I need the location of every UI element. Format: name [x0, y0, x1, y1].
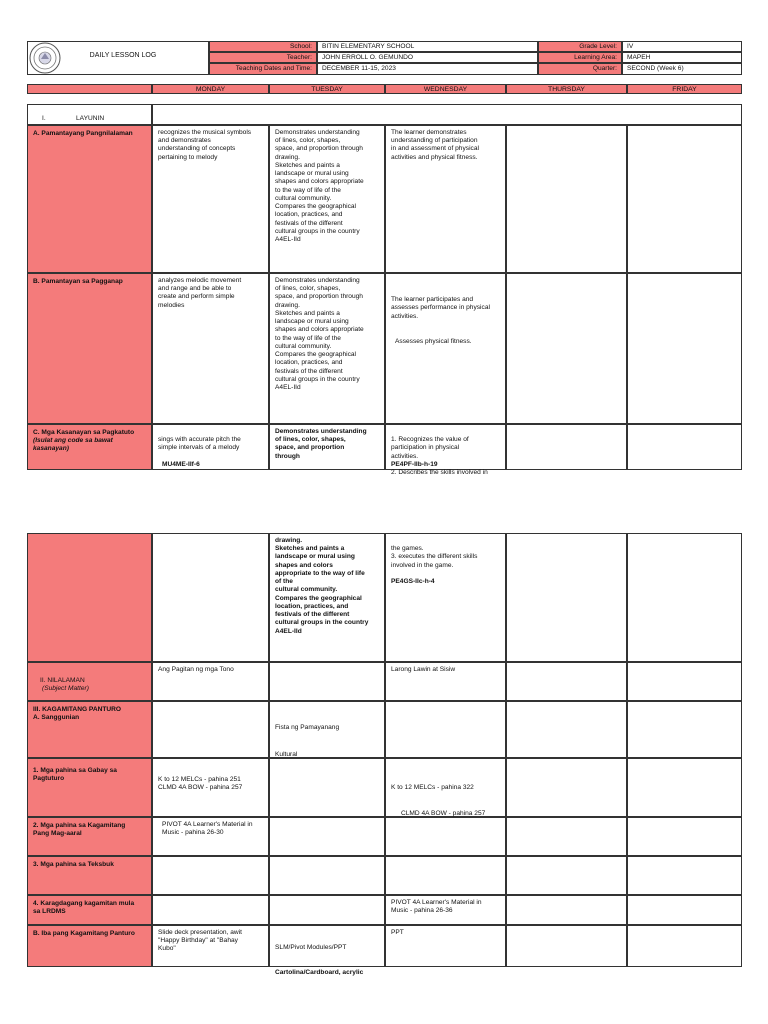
row-b-friday — [627, 273, 742, 424]
nilalaman-label-text: II. NILALAMAN — [40, 677, 85, 684]
gabay-thursday — [506, 758, 627, 817]
row-c-label-sub: (Isulat ang code sa bawat kasanayan) — [33, 437, 113, 453]
gabay-friday — [627, 758, 742, 817]
row-a-tuesday: Demonstrates understanding of lines, color, shapes, space, and proportion through drawing. Sketches and paints a landscape or mural using shapes and colors appropriate to the way of life of the cultural community. Compares the geographical location, practices, and festivals of the different cultural groups in the country A4EL-IId — [269, 125, 385, 273]
iba-tue-text1: SLM/Pivot Modules/PPT — [275, 944, 347, 952]
row-b-label: B. Pamantayan sa Pagganap — [27, 273, 152, 424]
row-c-tuesday: Demonstrates understanding of lines, color, shapes, space, and proportion through — [269, 424, 385, 470]
grade-value: IV — [622, 41, 742, 52]
row-a-wednesday: The learner demonstrates understanding of participation in and assessment of physical activities and physical fitness. — [385, 125, 506, 273]
cont-tuesday: drawing. Sketches and paints a landscape or mural using shapes and colors appropriate to the way of life of the cultural community. Compares the geographical location, practices, and festivals of the different cultural groups in the country A4EL-IId — [269, 533, 385, 662]
gabay-wed-text2: CLMD 4A BOW - pahina 257 — [401, 809, 486, 817]
teksbuk-tuesday — [269, 856, 385, 895]
kagamitan-tue-text2: Kultural — [275, 750, 298, 758]
row-a-thursday — [506, 125, 627, 273]
lrdms-thursday — [506, 895, 627, 925]
row-b-monday: analyzes melodic movement and range and be able to create and perform simple melodies — [152, 273, 269, 424]
teacher-value: JOHN ERROLL O. GEMUNDO — [317, 52, 538, 63]
learner-friday — [627, 817, 742, 856]
teksbuk-label: 3. Mga pahina sa Teksbuk — [27, 856, 152, 895]
lrdms-tuesday — [269, 895, 385, 925]
nilalaman-thursday — [506, 662, 627, 701]
row-c-wed-text: 1. Recognizes the value of participation in physical activities. — [391, 436, 469, 460]
deped-seal — [29, 42, 61, 74]
nilalaman-monday: Ang Pagitan ng mga Tono — [152, 662, 269, 701]
day-friday: FRIDAY — [627, 84, 742, 94]
day-tuesday: TUESDAY — [269, 84, 385, 94]
iba-thursday — [506, 925, 627, 967]
row-b-wednesday — [385, 273, 506, 424]
kagamitan-tuesday — [269, 701, 385, 758]
row-c-monday — [152, 424, 269, 470]
kagamitan-tue-text1: Fista ng Pamayanang — [275, 724, 340, 732]
learner-wednesday — [385, 817, 506, 856]
kagamitan-label-sub: A. Sanggunian — [33, 714, 80, 722]
kagamitan-friday — [627, 701, 742, 758]
learner-tuesday — [269, 817, 385, 856]
gabay-wed-text1: K to 12 MELCs - pahina 322 — [391, 784, 474, 792]
school-label: School: — [209, 41, 317, 52]
iba-friday — [627, 925, 742, 967]
layunin-span-cell — [152, 104, 742, 125]
kagamitan-wednesday — [385, 701, 506, 758]
nilalaman-label — [27, 662, 152, 701]
cont-wed-code: PE4GS-IIc-h-4 — [391, 578, 435, 586]
row-c-mon-text: sings with accurate pitch the simple intervals of a melody — [158, 436, 241, 452]
nilalaman-friday — [627, 662, 742, 701]
cont-thursday — [506, 533, 627, 662]
gabay-wednesday — [385, 758, 506, 817]
row-c-mon-code: MU4ME-IIf-6 — [162, 460, 200, 468]
row-b-wed-text2: Assesses physical fitness. — [395, 338, 472, 346]
row-c-wednesday — [385, 424, 506, 477]
area-label: Learning Area: — [538, 52, 622, 63]
dll-title: DAILY LESSON LOG — [89, 52, 157, 59]
gabay-monday: K to 12 MELCs - pahina 251 CLMD 4A BOW - pahina 257 — [152, 758, 269, 817]
cont-wednesday — [385, 533, 506, 662]
iba-label: B. Iba pang Kagamitang Panturo — [27, 925, 152, 967]
cont-friday — [627, 533, 742, 662]
learner-monday: PIVOT 4A Learner's Material in Music - pahina 26-30 — [152, 817, 269, 856]
kagamitan-monday — [152, 701, 269, 758]
iba-wednesday: PPT — [385, 925, 506, 967]
row-b-thursday — [506, 273, 627, 424]
area-value: MAPEH — [622, 52, 742, 63]
nilalaman-wednesday: Larong Lawin at Sisiw — [385, 662, 506, 701]
row-a-monday: recognizes the musical symbols and demonstrates understanding of concepts pertaining to melody — [152, 125, 269, 273]
nilalaman-label-sub: (Subject Matter) — [42, 685, 89, 693]
row-c-wed-code: PE4PF-IIb-h-19 — [391, 460, 438, 468]
lrdms-wednesday: PIVOT 4A Learner's Material in Music - pahina 26-36 — [385, 895, 506, 925]
kagamitan-label — [27, 701, 152, 758]
quarter-label: Quarter: — [538, 63, 622, 75]
learner-thursday — [506, 817, 627, 856]
lrdms-label: 4. Karagdagang kagamitan mula sa LRDMS — [27, 895, 152, 925]
row-c-friday — [627, 424, 742, 470]
row-c-thursday — [506, 424, 627, 470]
row-b-tuesday: Demonstrates understanding of lines, color, shapes, space, and proportion through drawing. Sketches and paints a landscape or mural using shapes and colors appropriate to the way of life of the cultural community. Compares the geographical location, practices, and festivals of the different cultural groups in the country A4EL-IId — [269, 273, 385, 424]
row-a-label: A. Pamantayang Pangnilalaman — [27, 125, 152, 273]
teksbuk-thursday — [506, 856, 627, 895]
layunin-label: LAYUNIN — [76, 115, 105, 122]
dates-value: DECEMBER 11-15, 2023 — [317, 63, 538, 75]
row-c-wed-text2: 2. Describes the skills involved in — [391, 469, 488, 477]
day-wednesday: WEDNESDAY — [385, 84, 506, 94]
teksbuk-friday — [627, 856, 742, 895]
day-header-blank — [27, 84, 152, 94]
teksbuk-wednesday — [385, 856, 506, 895]
cont-monday — [152, 533, 269, 662]
teksbuk-monday — [152, 856, 269, 895]
layunin-num: I. — [42, 115, 46, 122]
day-thursday: THURSDAY — [506, 84, 627, 94]
lrdms-friday — [627, 895, 742, 925]
row-c-label-text: C. Mga Kasanayan sa Pagkatuto — [33, 429, 135, 436]
iba-monday: Slide deck presentation, awit "Happy Birthday" at "Bahay Kubo" — [152, 925, 269, 967]
gabay-tuesday — [269, 758, 385, 817]
row-a-friday — [627, 125, 742, 273]
kagamitan-thursday — [506, 701, 627, 758]
quarter-value: SECOND (Week 6) — [622, 63, 742, 75]
kagamitan-label-text: III. KAGAMITANG PANTURO — [33, 706, 122, 713]
nilalaman-tuesday — [269, 662, 385, 701]
cont-label — [27, 533, 152, 662]
layunin-label-cell — [27, 104, 152, 125]
row-b-wed-text1: The learner participates and assesses performance in physical activities. — [391, 296, 490, 320]
grade-label: Grade Level: — [538, 41, 622, 52]
cont-wed-text: the games. 3. executes the different skills involved in the game. — [391, 545, 478, 569]
iba-tuesday — [269, 925, 385, 976]
dates-label: Teaching Dates and Time: — [209, 63, 317, 75]
school-value: BITIN ELEMENTARY SCHOOL — [317, 41, 538, 52]
row-c-label — [27, 424, 152, 470]
gabay-label: 1. Mga pahina sa Gabay sa Pagtuturo — [27, 758, 152, 817]
lrdms-monday — [152, 895, 269, 925]
teacher-label: Teacher: — [209, 52, 317, 63]
learner-label: 2. Mga pahina sa Kagamitang Pang Mag-aaral — [27, 817, 152, 856]
day-monday: MONDAY — [152, 84, 269, 94]
iba-tue-text2: Cartolina/Cardboard, acrylic — [275, 968, 364, 976]
